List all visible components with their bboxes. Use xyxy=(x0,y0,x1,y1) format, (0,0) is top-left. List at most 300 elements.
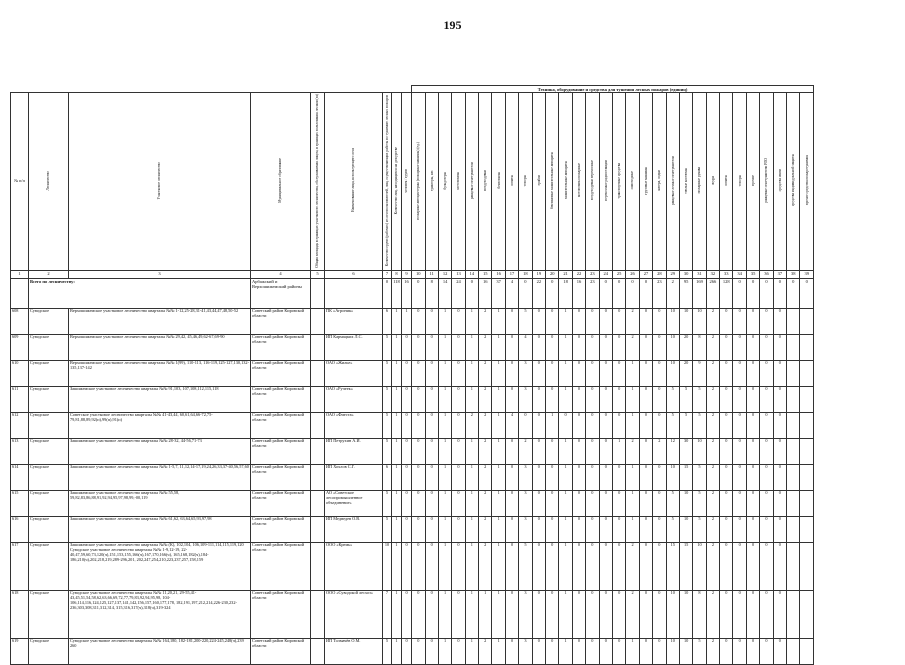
header-tech-text: грузовые машины xyxy=(643,166,648,195)
row-value: 6 xyxy=(383,464,392,490)
column-number: 7 xyxy=(383,270,392,278)
row-value: 0 xyxy=(720,438,733,464)
header-tech-3 xyxy=(438,93,451,270)
row-value: 0 xyxy=(412,464,425,490)
row-value: 0 xyxy=(773,542,786,590)
row-value: 1 xyxy=(465,438,478,464)
row-value: 0 xyxy=(720,360,733,386)
row-value: 0 xyxy=(412,490,425,516)
column-number: 21 xyxy=(559,270,572,278)
table-row xyxy=(11,412,814,438)
row-value: 0 xyxy=(425,386,438,412)
row-value: 0 xyxy=(452,386,465,412)
row-value: 0 xyxy=(586,490,599,516)
row-district: Верхошижемское участковое лесничество кварталы №№ 1-12,25-28,31-41,43,44,47,48,50-52 xyxy=(69,308,251,334)
total-value: 16 xyxy=(479,278,492,308)
row-value: 5 xyxy=(383,638,392,664)
header-tech-14 xyxy=(586,93,599,270)
row-district: Суводское участковое лесничество кварталы №№ 11,20,21, 29-55,41-43,45,51,54,58,62,63,66,69,72,77,79,83,92,94,95,98, 104-106,114,116,124,125,127,137,141,142,156,157,160,177,178, 182,191,197,212,214,226-230,232-236,303,308,311,312,314, 315,316,317(ч),318(ч),319-324 xyxy=(69,590,251,638)
row-value: 0 xyxy=(505,386,518,412)
row-municipality: Советский район Кировской области xyxy=(251,542,311,590)
row-forestry: Суводское xyxy=(29,308,69,334)
row-value: 0 xyxy=(532,438,545,464)
column-number-row xyxy=(11,270,814,278)
header-tech-text: топоры xyxy=(523,174,528,187)
row-value: 5 xyxy=(383,386,392,412)
row-value: 0 xyxy=(402,386,412,412)
column-number: 25 xyxy=(612,270,625,278)
row-value: 0 xyxy=(412,438,425,464)
row-value: 2 xyxy=(706,438,719,464)
row-value: 1 xyxy=(559,590,572,638)
header-tech-1 xyxy=(412,93,425,270)
row-value: 0 xyxy=(402,438,412,464)
row-org: ООО «Кремь» xyxy=(325,542,383,590)
column-number: 8 xyxy=(392,270,402,278)
row-value: 0 xyxy=(572,412,585,438)
row-value: 1 xyxy=(559,490,572,516)
row-value: 0 xyxy=(505,438,518,464)
row-value: 2 xyxy=(479,360,492,386)
row-value: 10 xyxy=(693,308,706,334)
row-value: 5 xyxy=(383,490,392,516)
column-number: 34 xyxy=(733,270,746,278)
header-municipality-text: Муниципальное образование xyxy=(278,158,283,203)
row-value xyxy=(787,590,800,638)
column-number: 19 xyxy=(532,270,545,278)
row-value: 2 xyxy=(479,308,492,334)
row-area xyxy=(311,638,325,664)
row-value xyxy=(800,412,814,438)
row-value: 10 xyxy=(666,360,679,386)
total-value: 22 xyxy=(532,278,545,308)
row-value: 0 xyxy=(452,638,465,664)
row-value: 0 xyxy=(720,542,733,590)
row-value: 1 xyxy=(559,516,572,542)
header-tech-28 xyxy=(773,93,786,270)
row-value: 0 xyxy=(425,464,438,490)
row-value: 8 xyxy=(693,590,706,638)
row-value: 0 xyxy=(746,490,759,516)
row-value: 1 xyxy=(492,516,505,542)
row-org: ИП Толмачёв О.М. xyxy=(325,638,383,664)
header-tech-23 xyxy=(706,93,719,270)
total-value: 23 xyxy=(586,278,599,308)
column-number: 15 xyxy=(479,270,492,278)
row-value xyxy=(787,360,800,386)
header-tech-19 xyxy=(653,93,666,270)
row-value: 2 xyxy=(706,542,719,590)
header-tech-26 xyxy=(746,93,759,270)
total-value: 0 xyxy=(465,278,478,308)
row-value: 0 xyxy=(760,638,773,664)
row-value: 1 xyxy=(392,464,402,490)
row-value: 0 xyxy=(412,516,425,542)
row-municipality: Советский район Кировской области xyxy=(251,638,311,664)
row-value: 0 xyxy=(773,464,786,490)
row-value: 0 xyxy=(572,638,585,664)
row-value: 1 xyxy=(392,516,402,542)
header-tech-text: лопаты xyxy=(724,174,729,186)
total-value: 0 xyxy=(612,278,625,308)
row-value: 0 xyxy=(546,386,559,412)
total-value: 8 xyxy=(425,278,438,308)
row-district: Зашижемское участковое лесничество кварталы №№ 91,103, 107,108,112,115,118 xyxy=(69,386,251,412)
row-value: 5 xyxy=(519,542,532,590)
row-value: 2 xyxy=(626,334,639,360)
row-value: 1 xyxy=(438,360,451,386)
row-number: 612 xyxy=(11,412,29,438)
row-value: 10 xyxy=(693,438,706,464)
header-tech-22 xyxy=(693,93,706,270)
row-area xyxy=(311,464,325,490)
header-org-text: Наименование лица, использующего леса xyxy=(351,148,356,213)
total-num xyxy=(11,278,29,308)
total-value: 0 xyxy=(546,278,559,308)
row-value: 2 xyxy=(519,438,532,464)
header-tech-7 xyxy=(492,93,505,270)
row-value: 0 xyxy=(572,490,585,516)
row-value: 10 xyxy=(679,638,692,664)
row-value: 0 xyxy=(402,638,412,664)
row-value: 0 xyxy=(760,412,773,438)
row-value: 2 xyxy=(479,334,492,360)
row-value: 1 xyxy=(559,308,572,334)
row-value: 0 xyxy=(452,516,465,542)
row-org: ИП Петрухин А.И. xyxy=(325,438,383,464)
row-value: 1 xyxy=(492,638,505,664)
row-value: 0 xyxy=(519,412,532,438)
tech-group-title: Техника, оборудование и средства для тушения лесных пожаров (единиц) xyxy=(412,86,814,93)
page-number: 195 xyxy=(443,18,462,32)
row-value: 0 xyxy=(733,638,746,664)
row-value: 1 xyxy=(492,360,505,386)
row-value: 0 xyxy=(572,360,585,386)
row-value: 0 xyxy=(720,412,733,438)
row-value: 0 xyxy=(733,386,746,412)
row-value: 1 xyxy=(465,334,478,360)
row-value: 0 xyxy=(653,590,666,638)
total-org xyxy=(325,278,383,308)
row-value: 3 xyxy=(519,386,532,412)
row-value: 3 xyxy=(519,360,532,386)
row-number: 611 xyxy=(11,386,29,412)
row-value: 0 xyxy=(612,412,625,438)
row-value: 0 xyxy=(532,464,545,490)
row-org: ИП Кармацких Л.С. xyxy=(325,334,383,360)
header-tech-text: тракторы, шт. xyxy=(429,169,434,191)
row-number: 614 xyxy=(11,464,29,490)
row-value: 2 xyxy=(479,516,492,542)
row-value: 0 xyxy=(639,590,652,638)
column-number: 33 xyxy=(720,270,733,278)
row-district: Зашижемское участковое лесничество кварталы №№ 55,58, 59,82,83,86,88,91,92,94,95,97,98,99,-00,119 xyxy=(69,490,251,516)
row-value: 8 xyxy=(693,334,706,360)
row-value: 3 xyxy=(519,490,532,516)
total-value: 128 xyxy=(720,278,733,308)
row-value: 1 xyxy=(492,386,505,412)
table-row xyxy=(11,516,814,542)
column-number: 29 xyxy=(666,270,679,278)
row-value: 0 xyxy=(599,386,612,412)
row-value: 0 xyxy=(402,412,412,438)
header-forestry xyxy=(29,93,69,270)
row-value: 2 xyxy=(479,490,492,516)
row-value: 0 xyxy=(586,308,599,334)
row-value: 10 xyxy=(666,464,679,490)
row-value: 0 xyxy=(733,590,746,638)
row-value: 0 xyxy=(599,360,612,386)
table-row xyxy=(11,490,814,516)
row-number: 613 xyxy=(11,438,29,464)
row-value xyxy=(800,386,814,412)
row-value: 1 xyxy=(559,542,572,590)
row-value: 1 xyxy=(438,308,451,334)
total-value: 4 xyxy=(505,278,518,308)
row-value: 0 xyxy=(425,542,438,590)
column-number: 12 xyxy=(438,270,451,278)
header-tech-text: воздуходувки xyxy=(483,170,488,191)
row-value: 1 xyxy=(492,590,505,638)
row-number: 618 xyxy=(11,590,29,638)
row-value: 0 xyxy=(425,360,438,386)
row-value: 0 xyxy=(746,542,759,590)
row-value: 0 xyxy=(505,590,518,638)
row-value: 0 xyxy=(746,590,759,638)
row-value: 0 xyxy=(412,542,425,590)
row-value: 0 xyxy=(505,638,518,664)
row-district: Верхошижемское участковое лесничество кварталы №№ 1(99), 110-113, 116-119,125-127,130,132-135,137-142 xyxy=(69,360,251,386)
row-value: 0 xyxy=(760,464,773,490)
row-value xyxy=(787,490,800,516)
column-number: 9 xyxy=(402,270,412,278)
row-number: 616 xyxy=(11,516,29,542)
row-value: 0 xyxy=(639,334,652,360)
header-forestry-text: Лесничество xyxy=(46,170,51,191)
row-value: 2 xyxy=(706,464,719,490)
row-value xyxy=(787,308,800,334)
row-forestry: Суводское xyxy=(29,516,69,542)
row-value: 0 xyxy=(425,308,438,334)
row-value: 1 xyxy=(559,438,572,464)
total-value: 95 xyxy=(679,278,692,308)
row-value xyxy=(800,490,814,516)
row-value: 5 xyxy=(666,386,679,412)
row-value: 0 xyxy=(612,490,625,516)
header-tech-text: мотопомпы пожарные xyxy=(576,163,581,198)
column-number: 22 xyxy=(572,270,585,278)
row-municipality: Советский район Кировской области xyxy=(251,308,311,334)
row-number: 619 xyxy=(11,638,29,664)
column-number: 20 xyxy=(546,270,559,278)
row-value: 5 xyxy=(666,412,679,438)
row-value: 0 xyxy=(760,334,773,360)
row-value: 0 xyxy=(532,412,545,438)
row-district: Советское участковое лесничество кварталы №№ 41-43,44, 60,61,64,66-72,75-79,81,88,89,92(п),99(п),91(п) xyxy=(69,412,251,438)
header-tech-text: средства индивидуальной защиты xyxy=(791,154,796,207)
row-forestry: Суводское xyxy=(29,590,69,638)
row-org: ООО «Суводской лесхоз» xyxy=(325,590,383,638)
row-forestry: Суводское xyxy=(29,638,69,664)
row-value: 1 xyxy=(559,638,572,664)
row-value: 0 xyxy=(612,334,625,360)
row-number: 609 xyxy=(11,334,29,360)
row-value: 0 xyxy=(653,464,666,490)
header-tech-16 xyxy=(612,93,625,270)
total-value: 169 xyxy=(693,278,706,308)
header-tech-10 xyxy=(532,93,545,270)
row-value: 0 xyxy=(653,490,666,516)
row-value: 0 xyxy=(773,412,786,438)
header-tech-text: ранцевые огнетушители РЛО xyxy=(764,158,769,203)
header-tech-text: лопаты xyxy=(509,174,514,186)
row-value: 5 xyxy=(693,386,706,412)
row-value: 2 xyxy=(706,360,719,386)
row-value: 0 xyxy=(599,438,612,464)
column-number: 39 xyxy=(800,270,814,278)
column-number: 27 xyxy=(639,270,652,278)
row-value: 0 xyxy=(746,334,759,360)
row-value: 0 xyxy=(639,386,652,412)
row-number: 617 xyxy=(11,542,29,590)
header-tech-15 xyxy=(599,93,612,270)
row-value: 0 xyxy=(559,412,572,438)
row-value: 0 xyxy=(733,542,746,590)
row-value: 0 xyxy=(720,386,733,412)
row-value: 1 xyxy=(392,438,402,464)
row-value xyxy=(787,464,800,490)
row-value: 0 xyxy=(425,438,438,464)
column-number: 24 xyxy=(599,270,612,278)
header-brigades-text: Количество групп (рабочих) из лесопользователей, лиц, осуществляющих работы по тушению лесных пожаров xyxy=(384,94,389,267)
row-value: 0 xyxy=(505,308,518,334)
row-value: 0 xyxy=(733,438,746,464)
column-number: 1 xyxy=(11,270,29,278)
row-value: 0 xyxy=(572,334,585,360)
row-value: 0 xyxy=(412,386,425,412)
row-value: 0 xyxy=(572,308,585,334)
total-value: 0 xyxy=(599,278,612,308)
header-tech-text: транспортные средства xyxy=(617,162,622,199)
header-tech-text: катера, лодки xyxy=(657,170,662,191)
row-value: 0 xyxy=(760,360,773,386)
row-value: 0 xyxy=(532,516,545,542)
row-value: 0 xyxy=(760,516,773,542)
header-tech-5 xyxy=(465,93,478,270)
column-number: 32 xyxy=(706,270,719,278)
row-value: 1 xyxy=(392,360,402,386)
row-value: 0 xyxy=(639,542,652,590)
total-value: 0 xyxy=(383,278,392,308)
row-value: 0 xyxy=(653,542,666,590)
row-value: 0 xyxy=(773,438,786,464)
row-municipality: Советский район Кировской области xyxy=(251,438,311,464)
row-district: Суводское участковое лесничество кварталы №№ 164,180, 182-181,200-220,224-245,248(ч),239 260 xyxy=(69,638,251,664)
row-district: Верхошижемское участковое лесничество кварталы №№ 29,42, 45,46,49,62-67,69-90 xyxy=(69,334,251,360)
total-value: 37 xyxy=(492,278,505,308)
row-value: 2 xyxy=(479,638,492,664)
row-value: 2 xyxy=(479,542,492,590)
row-value: 10 xyxy=(383,542,392,590)
header-tech-text: ранцевые огнетушители xyxy=(469,161,474,200)
row-area xyxy=(311,360,325,386)
row-value: 0 xyxy=(639,516,652,542)
row-value: 0 xyxy=(532,334,545,360)
header-num: № п/п xyxy=(11,93,29,270)
row-value: 0 xyxy=(639,490,652,516)
row-value: 2 xyxy=(706,386,719,412)
header-persons-sub-text: человек / групп xyxy=(404,168,409,193)
row-value: 0 xyxy=(425,334,438,360)
row-value: 5 xyxy=(383,412,392,438)
row-value: 12 xyxy=(666,438,679,464)
row-value: 1 xyxy=(392,334,402,360)
row-value: 2 xyxy=(706,308,719,334)
row-value: 1 xyxy=(559,386,572,412)
row-value: 0 xyxy=(746,464,759,490)
row-value: 0 xyxy=(612,386,625,412)
row-value: 1 xyxy=(626,386,639,412)
row-value: 0 xyxy=(586,360,599,386)
row-value: 15 xyxy=(666,542,679,590)
row-value: 2 xyxy=(626,438,639,464)
row-value: 20 xyxy=(679,360,692,386)
row-org: ОАО «Жилье» xyxy=(325,360,383,386)
header-tech-13 xyxy=(572,93,585,270)
row-value: 0 xyxy=(412,334,425,360)
header-tech-text: самоходные xyxy=(630,171,635,190)
header-persons xyxy=(392,93,402,270)
row-value: 0 xyxy=(760,308,773,334)
row-value: 0 xyxy=(452,412,465,438)
row-value xyxy=(787,438,800,464)
row-value: 1 xyxy=(392,638,402,664)
row-value: 1 xyxy=(492,490,505,516)
row-area xyxy=(311,438,325,464)
header-brigades xyxy=(383,93,392,270)
column-number: 30 xyxy=(679,270,692,278)
row-value: 0 xyxy=(425,590,438,638)
column-number: 23 xyxy=(586,270,599,278)
row-value: 0 xyxy=(733,334,746,360)
header-municipality xyxy=(251,93,311,270)
row-value: 0 xyxy=(639,412,652,438)
row-value: 1 xyxy=(438,516,451,542)
row-value: 0 xyxy=(572,438,585,464)
header-tech-text: ранцевые лесные огнетушители xyxy=(670,155,675,205)
row-value: 1 xyxy=(465,516,478,542)
row-value: 0 xyxy=(425,490,438,516)
row-org: ИП Хохлов С.Г. xyxy=(325,464,383,490)
total-value: 0 xyxy=(760,278,773,308)
row-value: 1 xyxy=(626,360,639,386)
row-value: 0 xyxy=(773,334,786,360)
total-value: 23 xyxy=(653,278,666,308)
row-value: 1 xyxy=(546,412,559,438)
row-value: 1 xyxy=(392,490,402,516)
row-value: 1 xyxy=(465,308,478,334)
header-tech-20 xyxy=(666,93,679,270)
row-value: 0 xyxy=(452,308,465,334)
row-value: 9 xyxy=(693,360,706,386)
row-value: 3 xyxy=(519,516,532,542)
row-value: 20 xyxy=(679,334,692,360)
row-value: 0 xyxy=(599,516,612,542)
total-value: 16 xyxy=(402,278,412,308)
row-forestry: Суводское xyxy=(29,412,69,438)
column-number: 2 xyxy=(29,270,69,278)
row-value: 1 xyxy=(438,464,451,490)
